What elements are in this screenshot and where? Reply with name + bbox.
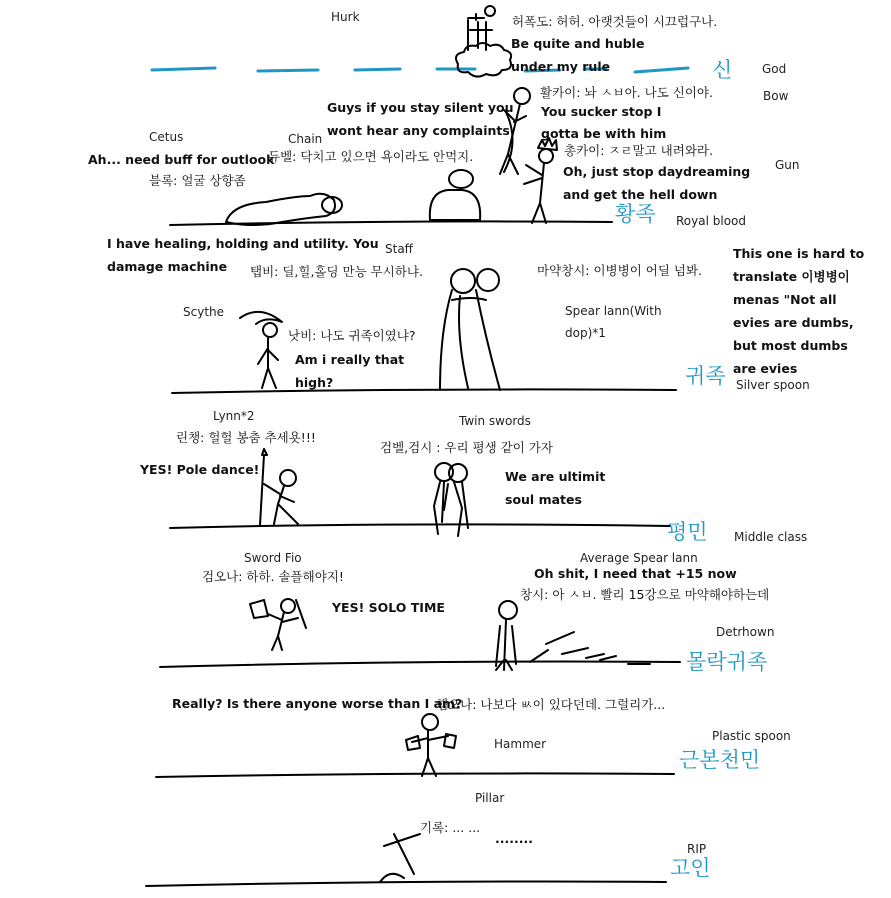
spear-dop-label: Spear lann(With dop)*1 [565,304,662,340]
staff-english-line-1: I have healing, holding and utility. You [107,236,379,251]
god-tier: God [762,62,787,76]
gun-label: Gun [775,158,800,172]
twin-swords-english-line-2: soul mates [505,492,582,507]
hammer-korean-line: 햄오나: 나보다 ㅄ이 있다던데. 그럴리가... [436,697,666,712]
pillar-label: Pillar [475,791,505,805]
bow-english-line-1: You sucker stop I [541,104,662,119]
lynn-korean-line: 린챙: 헐헐 봉춤 추세욧!!! [176,430,316,445]
chain-english-line-2: wont hear any complaints [327,123,510,138]
lynn-figure [260,449,298,525]
fio-korean-line: 검오나: 하하. 솔플해야지! [202,569,344,584]
translation-note: This one is hard to translate 이병병이 menas "Not all evies are dumbs, but most dumbs are evies [733,246,865,376]
hurk-label: Hurk [331,10,360,24]
staff-english-line-2: damage machine [107,259,228,274]
dethroned-tier: Detrhown [716,625,775,639]
cetus-english-line: Ah... need buff for outlook [88,152,275,167]
hurk-english-line-1: Be quite and huble [511,36,645,51]
middle-rank: 평민 [667,520,708,544]
lynn-english-line: YES! Pole dance! [140,462,260,477]
avg-spear-korean-line: 창시: 아 ㅅㅂ. 빨리 15강으로 마약해야하는데 [520,587,770,602]
dethroned-rank: 몰락귀족 [686,650,768,674]
scythe-label: Scythe [183,305,225,319]
gun-english-line-2: and get the hell down [563,187,718,202]
hammer-english-line: Really? Is there anyone worse than I am? [172,696,463,711]
lynn-label: Lynn*2 [213,409,255,423]
rip-rank: 고인 [670,856,711,880]
bow-korean-line: 활카이: 놔 ㅅㅂ아. 나도 신이야. [540,85,713,100]
spear-dop-korean-line: 마약창시: 이병병이 어딜 넘봐. [537,263,703,278]
cetus-korean-line: 블록: 얼굴 상향좀 [149,173,246,188]
gun-korean-line: 총카이: ㅈㄹ말고 내려와라. [564,143,713,158]
hurk-korean-line: 허폭도: 허허. 아랫것들이 시끄럽구나. [512,14,718,29]
twin-swords-label: Twin swords [459,414,531,428]
scythe-english-line-1: Am i really that [295,352,405,367]
gun-english-line-1: Oh, just stop daydreaming [563,164,751,179]
royal-tier: Royal blood [676,214,746,228]
sword-fio-figure [250,599,306,650]
pillar-korean-line: 기록: ... ... [420,820,481,835]
chain-english-line-1: Guys if you stay silent you [327,100,514,115]
staff-label: Staff [385,242,413,256]
pillar-dots: ........ [495,831,533,846]
gun-figure [524,138,557,223]
royal-rank: 황족 [615,202,656,226]
hammer-label: Hammer [494,737,547,751]
staff-korean-line: 탭비: 딜,힐,홀딩 만능 무시하냐. [250,264,423,279]
chain-korean-line: 듀벨: 닥치고 있으면 욕이라도 안먹지. [268,149,474,164]
chain-figure [430,170,480,220]
hurk-english-line-2: under my rule [511,59,611,74]
scythe-english-line-2: high? [295,375,334,390]
chain-label: Chain [288,132,323,146]
pillar-cross-figure [380,834,420,882]
bow-label: Bow [763,89,789,103]
god-rank: 신 [712,58,733,82]
noble-tier: Silver spoon [736,378,810,392]
staff-spear-figures [440,269,500,390]
scythe-figure [240,312,282,388]
middle-tier: Middle class [734,530,808,544]
plastic-rank: 근본천민 [679,748,761,772]
twin-swords-korean-line: 검벨,검시 : 우리 평생 같이 가자 [380,440,553,455]
twin-swords-english-line-1: We are ultimit [505,469,606,484]
fio-label: Sword Fio [244,551,302,565]
bow-english-line-2: gotta be with him [541,126,667,141]
fio-english-line: YES! SOLO TIME [332,600,445,615]
avg-spear-english-line: Oh shit, I need that +15 now [534,566,737,581]
hammer-figure [406,714,456,776]
noble-rank: 귀족 [685,364,726,388]
avg-spear-label: Average Spear lann [580,551,698,565]
hurk-figure [456,6,511,77]
cetus-figure [226,194,342,225]
scythe-korean-line: 낫비: 나도 귀족이였냐? [288,328,416,343]
cetus-label: Cetus [149,130,184,144]
plastic-tier: Plastic spoon [712,729,791,743]
rip-tier: RIP [687,842,707,856]
avg-spear-figure [496,601,650,670]
